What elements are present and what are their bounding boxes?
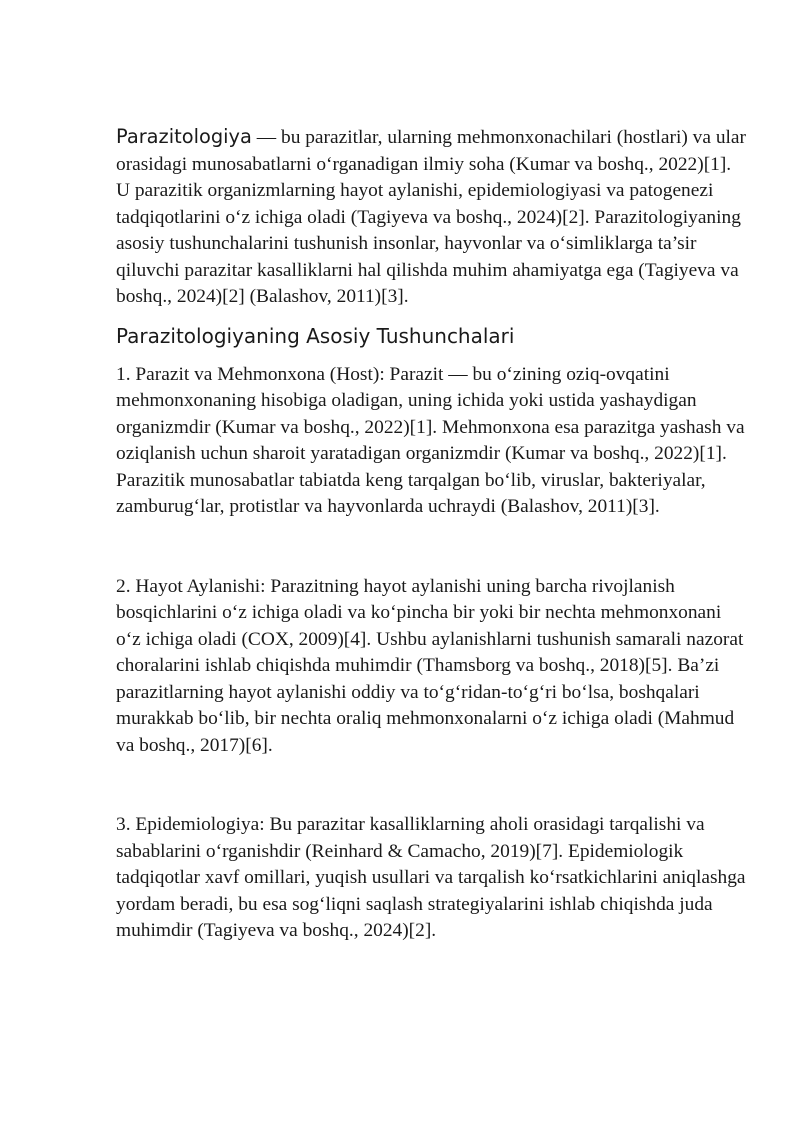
list-item: 1. Parazit va Mehmonxona (Host): Parazit — bu o‘zining oziq-ovqatini mehmonxonaning hisobiga oladigan, uning ichida yoki ustida yashaydigan organizmdir (Kumar va boshq., 2022)[1]. Mehmonxona esa parazitga yashash va oziqlanish uchun sharoit yaratadigan organizmdir (Kumar va boshq., 2022)[1]. Parazitik munosabatlar tabiatda keng tarqalgan bo‘lib, viruslar, bakteriyalar, zamburug‘lar, protistlar va hayvonlarda uchraydi (Balashov, 2011)[3].: [116, 363, 745, 517]
list-item: 2. Hayot Aylanishi: Parazitning hayot aylanishi uning barcha rivojlanish bosqichlarini o‘z ichiga oladi va ko‘pincha bir yoki bir nechta mehmonxonani o‘z ichiga oladi (COX, 2009)[4]. Ushbu aylanishlarni tushunish samarali nazorat choralarini ishlab chiqishda muhimdir (Thamsborg va boshq., 2018)[5]. Ba’zi parazitlarning hayot aylanishi oddiy va to‘g‘ridan-to‘g‘ri bo‘lsa, boshqalari murakkab bo‘lib, bir nechta oraliq mehmonxonalarni o‘z ichiga oladi (Mahmud va boshq., 2017)[6].: [116, 575, 744, 756]
page-content: [116, 124, 748, 945]
list-item: 3. Epidemiologiya: Bu parazitar kasalliklarning aholi orasidagi tarqalishi va sabablarini o‘rganishdir (Reinhard & Camacho, 2019)[7]. Epidemiologik tadqiqotlar xavf omillari, yuqish usullari va tarqalish ko‘rsatkichlarini aniqlashga yordam beradi, bu esa sog‘liqni saqlash strategiyalarini ishlab chiqishda juda muhimdir (Tagiyeva va boshq., 2024)[2].: [116, 814, 746, 941]
intro-text: — bu parazitlar, ularning mehmonxonachilari (hostlari) va ular orasidagi munosabatlarni o‘rganadigan ilmiy soha (Kumar va boshq., 2022)[1]. U parazitik organizmlarning hayot aylanishi, epidemiologiyasi va patogenezi tadqiqotlarini o‘z ichiga oladi (Tagiyeva va boshq., 2024)[2]. Parazitologiyaning asosiy tushunchalarini tushunish insonlar, hayvonlar va o‘simliklarga ta’sir qiluvchi parazitar kasalliklarni hal qilishda muhim ahamiyatga ega (Tagiyeva va boshq., 2024)[2] (Balashov, 2011)[3].: [116, 127, 746, 307]
intro-paragraph: [116, 124, 748, 311]
section-heading: Parazitologiyaning Asosiy Tushunchalari: [116, 323, 515, 348]
intro-term: Parazitologiya: [116, 125, 252, 148]
